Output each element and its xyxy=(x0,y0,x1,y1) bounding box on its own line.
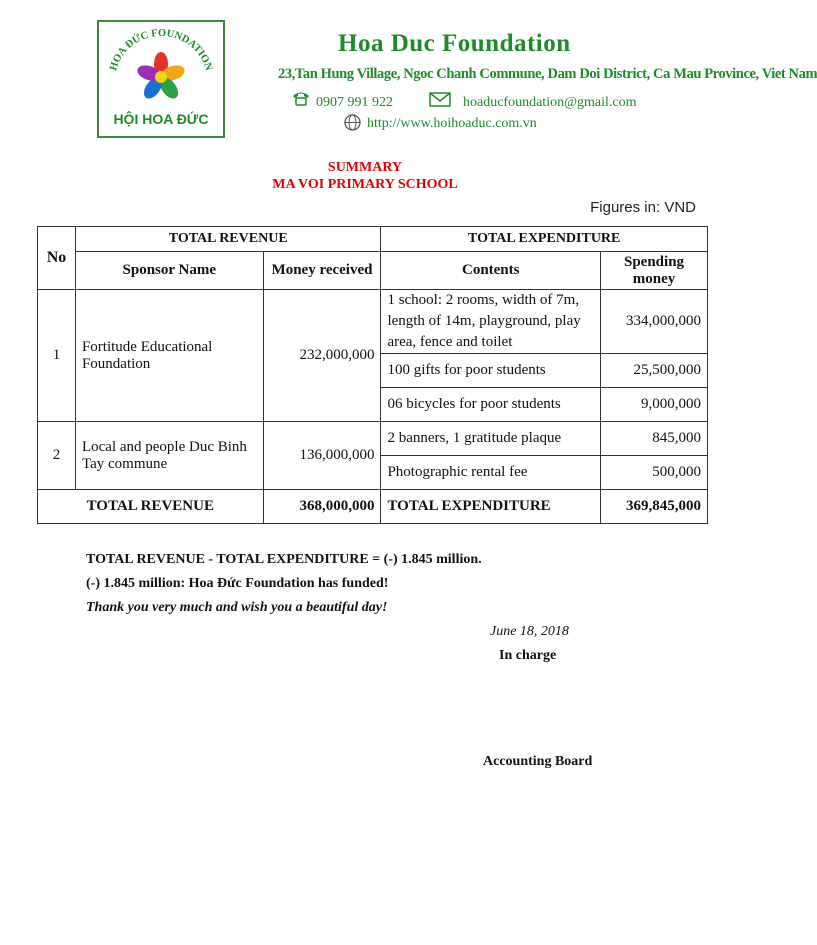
money-received: 136,000,000 xyxy=(263,422,381,490)
sponsor-name: Fortitude Educational Foundation xyxy=(75,290,263,422)
currency-note: Figures in: VND xyxy=(590,199,696,216)
money-received: 232,000,000 xyxy=(263,290,381,422)
expense-content: 06 bicycles for poor students xyxy=(381,388,601,422)
table-row xyxy=(38,290,708,354)
expense-content: 2 banners, 1 gratitude plaque xyxy=(381,422,601,456)
document-date: June 18, 2018 xyxy=(490,624,569,639)
spending-amount: 334,000,000 xyxy=(601,290,708,354)
header-total-expenditure: TOTAL EXPENDITURE xyxy=(381,227,708,252)
total-revenue-label: TOTAL REVENUE xyxy=(38,490,264,524)
header-contents: Contents xyxy=(381,252,601,290)
in-charge-label: In charge xyxy=(499,648,557,663)
spending-amount: 25,500,000 xyxy=(601,354,708,388)
balance-statement: TOTAL REVENUE - TOTAL EXPENDITURE = (-) 1.845 million. xyxy=(86,552,482,567)
school-name: MA VOI PRIMARY SCHOOL xyxy=(272,177,458,192)
header-sponsor-name: Sponsor Name xyxy=(75,252,263,290)
website-link[interactable]: http://www.hoihoaduc.com.vn xyxy=(367,116,537,131)
thank-you-message: Thank you very much and wish you a beautiful day! xyxy=(86,600,388,615)
row-number: 2 xyxy=(38,422,76,490)
spending-amount: 9,000,000 xyxy=(601,388,708,422)
org-name: Hoa Duc Foundation xyxy=(338,30,571,57)
table-row xyxy=(38,422,708,456)
header-total-revenue: TOTAL REVENUE xyxy=(75,227,380,252)
header-spending-money: Spending money xyxy=(601,252,708,290)
envelope-icon xyxy=(429,92,451,112)
phone-icon xyxy=(291,90,311,111)
org-address: 23,Tan Hung Village, Ngoc Chanh Commune, Dam Doi District, Ca Mau Province, Viet Nam xyxy=(278,66,817,82)
expense-content: 100 gifts for poor students xyxy=(381,354,601,388)
summary-table xyxy=(37,226,708,524)
total-revenue-value: 368,000,000 xyxy=(263,490,381,524)
phone-number: 0907 991 922 xyxy=(316,95,393,110)
total-expenditure-label: TOTAL EXPENDITURE xyxy=(381,490,601,524)
header-no: No xyxy=(38,227,76,290)
spending-amount: 845,000 xyxy=(601,422,708,456)
totals-row xyxy=(38,490,708,524)
row-number: 1 xyxy=(38,290,76,422)
lotus-flower-icon xyxy=(99,22,223,136)
logo-arc-text: HOA ĐỨC FOUNDATION xyxy=(108,27,214,72)
spending-amount: 500,000 xyxy=(601,456,708,490)
expense-content: 1 school: 2 rooms, width of 7m, length of 14m, playground, play area, fence and toilet xyxy=(381,290,601,354)
funding-statement: (-) 1.845 million: Hoa Đức Foundation has funded! xyxy=(86,576,389,591)
email-link[interactable]: hoaducfoundation@gmail.com xyxy=(463,95,637,110)
sponsor-name: Local and people Duc Binh Tay commune xyxy=(75,422,263,490)
globe-icon xyxy=(344,114,361,136)
foundation-logo xyxy=(97,20,225,138)
accounting-board-label: Accounting Board xyxy=(483,754,593,769)
document-title: SUMMARY xyxy=(327,160,403,175)
expense-content: Photographic rental fee xyxy=(381,456,601,490)
logo-bottom-text: HỘI HOA ĐỨC xyxy=(113,111,209,127)
total-expenditure-value: 369,845,000 xyxy=(601,490,708,524)
header-money-received: Money received xyxy=(263,252,381,290)
